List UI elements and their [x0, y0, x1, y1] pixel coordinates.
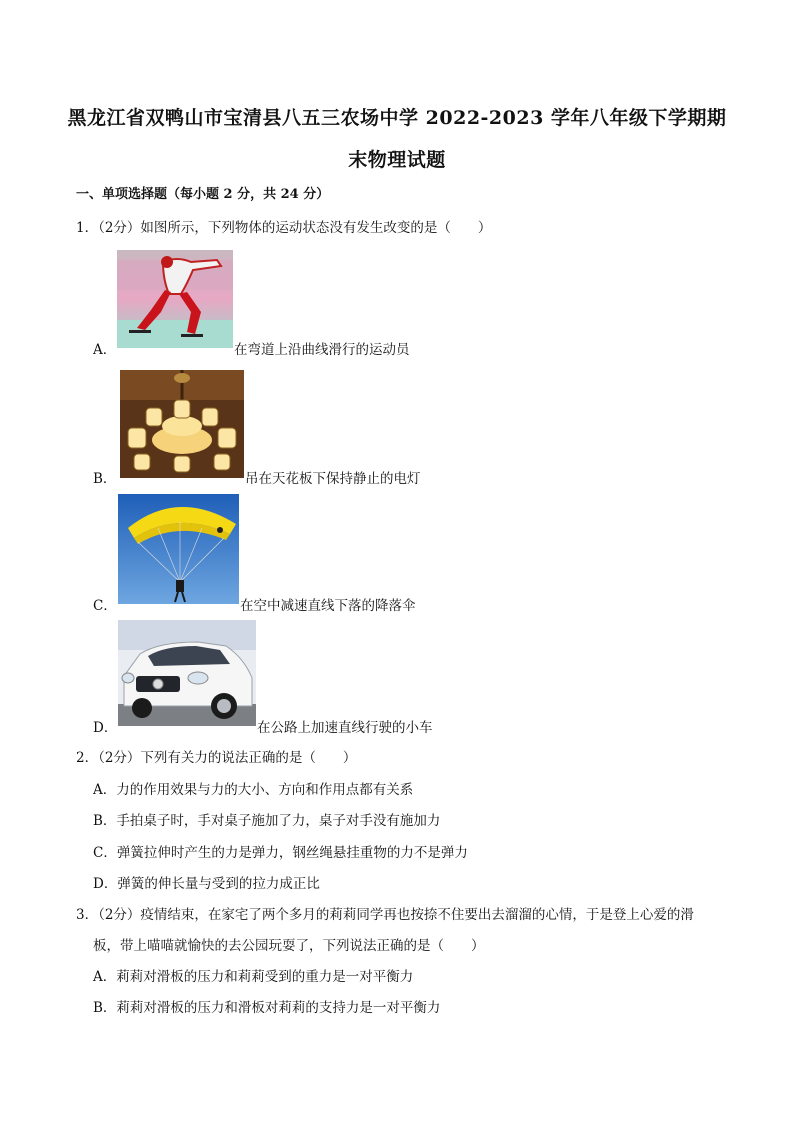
section-heading: 一、单项选择题（每小题 2 分，共 24 分）: [76, 187, 330, 202]
question-3-stem-line2: 板，带上喵喵就愉快的去公园玩耍了，下列说法正确的是（ ）: [93, 938, 485, 954]
q2-option-a: A．力的作用效果与力的大小、方向和作用点都有关系: [93, 782, 414, 798]
q2-option-d: D．弹簧的伸长量与受到的拉力成正比: [93, 876, 320, 892]
parachute-image: [118, 494, 239, 604]
chandelier-image: [120, 370, 244, 478]
q1-option-c-text: 在空中减速直线下落的降落伞: [240, 598, 416, 614]
document-title-line2: 末物理试题: [348, 149, 446, 171]
car-image: [118, 620, 256, 726]
question-2-stem: 2．（2分）下列有关力的说法正确的是（ ）: [76, 750, 357, 766]
q1-option-c-letter: C．: [93, 598, 117, 614]
q1-option-d-text: 在公路上加速直线行驶的小车: [257, 720, 433, 736]
q3-option-b: B．莉莉对滑板的压力和滑板对莉莉的支持力是一对平衡力: [93, 1000, 441, 1016]
q1-option-a-letter: A．: [93, 342, 117, 358]
document-title-line1: 黑龙江省双鸭山市宝清县八五三农场中学 2022-2023 学年八年级下学期期: [67, 107, 727, 129]
q3-option-a: A．莉莉对滑板的压力和莉莉受到的重力是一对平衡力: [93, 969, 414, 985]
question-1-stem: 1．（2分）如图所示，下列物体的运动状态没有发生改变的是（ ）: [76, 220, 492, 236]
q1-option-b-letter: B．: [93, 471, 117, 487]
q2-option-b: B．手拍桌子时，手对桌子施加了力，桌子对手没有施加力: [93, 813, 441, 829]
q1-option-d-letter: D．: [93, 720, 118, 736]
q1-option-a-text: 在弯道上沿曲线滑行的运动员: [234, 342, 410, 358]
q1-option-b-text: 吊在天花板下保持静止的电灯: [245, 471, 421, 487]
speed-skater-image: [117, 250, 233, 348]
question-3-stem-line1: 3．（2分）疫情结束，在家宅了两个多月的莉莉同学再也按捺不住要出去溜溜的心情，于是登上心爱的滑: [76, 907, 694, 923]
q2-option-c: C．弹簧拉伸时产生的力是弹力，钢丝绳悬挂重物的力不是弹力: [93, 845, 468, 861]
